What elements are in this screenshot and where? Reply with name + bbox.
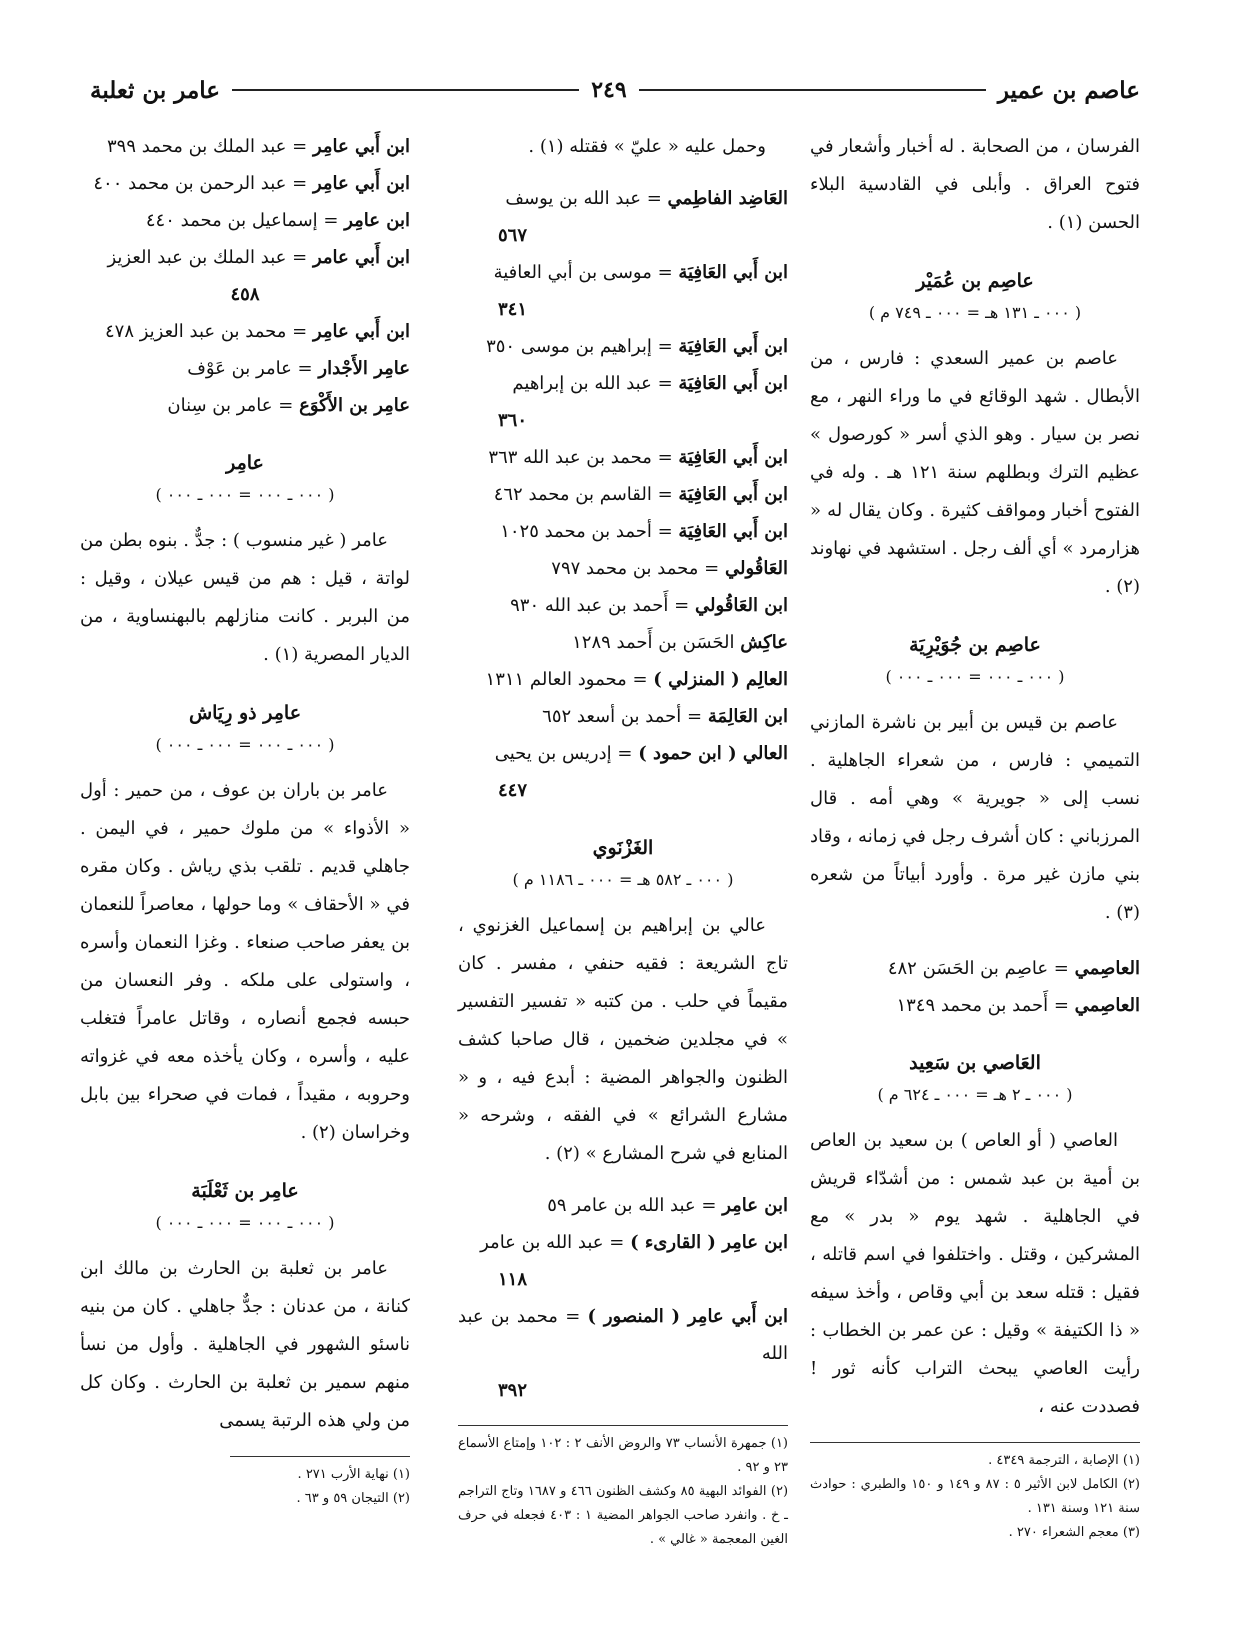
footnotes xyxy=(458,1425,788,1552)
entry-text: عالي بن إبراهيم بن إسماعيل الغزنوي ، تاج الشريعة : فقيه حنفي ، مفسر . كان مقيماً في حلب . من كتبه « تفسير التفسير » في مجلدين ضخمين ، قال صاحبا كشف الظنون والجواهر المضية : أبدع فيه ، و « مشارع الشرائع » في الفقه ، وشرحه « المنابع في شرح المشارع » (٢) . xyxy=(458,915,788,1164)
right-column xyxy=(810,128,1140,1545)
xref-item: العَاقُولي = محمد بن محمد ٧٩٧ xyxy=(551,558,788,579)
footnote: (٢) التيجان ٥٩ و ٦٣ . xyxy=(296,1491,410,1506)
xref-item: ابن أَبي العَافِيَة = أحمد بن محمد ١٠٢٥ xyxy=(500,521,788,542)
xref-item: العَاضِد الفاطِمي = عبد الله بن يوسف ٥٦٧ xyxy=(498,188,788,246)
middle-column xyxy=(458,128,788,1552)
xref-item: ابن أَبي العَافِيَة = عبد الله بن إبراهيم ٣٦٠ xyxy=(498,373,788,431)
xref-item: ابن عامِر ( القارىء ) = عبد الله بن عامر ١١٨ xyxy=(480,1232,788,1290)
entry-text: عاصم بن عمير السعدي : فارس ، من الأبطال . شهد الوقائع في ما وراء النهر ، مع نصر بن سيار . وهو الذي أسر « كورصول » عظيم الترك وبطلهم سنة ١٢١ هـ . وله في الفتوح أخبار ومواقف كثيرة . وكان يقال له « هزارمرد » أي ألف رجل . استشهد في نهاوند (٢) . xyxy=(810,348,1140,597)
xref-list xyxy=(80,128,410,424)
entry-dates: ( ٠٠٠ ـ ٠٠٠ = ٠٠٠ ـ ٠٠٠ ) xyxy=(155,735,335,754)
xref-item: ابن أَبي العَافِيَة = موسى بن أبي العافية ٣٤١ xyxy=(493,262,788,320)
footnotes xyxy=(230,1456,410,1511)
entry-title: عامِر xyxy=(226,452,264,474)
header-left-title: عامر بن ثعلبة xyxy=(89,76,221,104)
xref-item: العالِم ( المنزلي ) = محمود العالم ١٣١١ xyxy=(485,669,788,690)
entry-dates: ( ٠٠٠ ـ ٠٠٠ = ٠٠٠ ـ ٠٠٠ ) xyxy=(885,667,1065,686)
footnotes xyxy=(810,1442,1140,1545)
xref-item: ابن أَبي عامِر = عبد الرحمن بن محمد ٤٠٠ xyxy=(93,173,410,194)
entry-text: العاصي ( أو العاص ) بن سعيد بن العاص بن أمية بن عبد شمس : من أشدّاء قريش في الجاهلية . شهد يوم « بدر » مع المشركين ، وقتل . واختلفوا في اسم قاتله ، فقيل : قتله سعد بن أبي وقاص ، وأخذ سيفه « ذا الكتيفة » وقيل : عن عمر بن الخطاب : رأيت العاصي يبحث التراب كأنه ثور ! فصددت عنه ، xyxy=(810,1130,1140,1417)
xref-item: ابن العَاقُولي = أَحمد بن عبد الله ٩٣٠ xyxy=(510,595,788,616)
entry-title: عامِر ذو رِيَاش xyxy=(188,702,302,724)
xref-item: ابن عامِر = إسماعيل بن محمد ٤٤٠ xyxy=(145,210,410,231)
entry-text: عامر بن باران بن عوف ، من حمير : أول « الأذواء » من ملوك حمير ، في اليمن . جاهلي قديم . تلقب بذي رياش . وكان مقره في « الأحقاف » وما حولها ، معاصراً للنعمان بن يعفر صاحب صنعاء . وغزا النعمان وأسره ، واستولى على ملكه . وفر النعسان من حبسه فجمع أنصاره ، وقاتل عامراً فتغلب عليه ، وأسره ، وكان يأخذه معه في غزواته وحروبه ، مقيداً ، فمات في صحراء بين بابل وخراسان (٢) . xyxy=(80,780,410,1143)
footnote: (١) نهاية الأرب ٢٧١ . xyxy=(297,1467,410,1482)
entry-text: عامر ( غير منسوب ) : جدٌّ . بنوه بطن من لواتة ، قيل : هم من قيس عيلان ، وقيل : من البربر . كانت منازلهم بالبهنساوية ، من الديار المصرية (١) . xyxy=(80,530,410,665)
xref-item: ابن أَبي عامر = عبد الملك بن عبد العزيز ٤٥٨ xyxy=(107,247,410,305)
xref-item: عامِر الأَجْدار = عامر بن عَوْف xyxy=(187,358,410,379)
entry-title: عاصِم بن عُمَيْر xyxy=(916,270,1034,292)
entry-dates: ( ٠٠٠ ـ ٠٠٠ = ٠٠٠ ـ ٠٠٠ ) xyxy=(155,1213,335,1232)
xref-list xyxy=(810,950,1140,1024)
xref-item: ابن أَبي العَافِيَة = محمد بن عبد الله ٣٦٣ xyxy=(488,447,788,468)
footnote: (١) الإصابة ، الترجمة ٤٣٤٩ . xyxy=(988,1453,1140,1468)
entry-dates: ( ٠٠٠ ـ ٥٨٢ هـ = ٠٠٠ ـ ١١٨٦ م ) xyxy=(512,870,734,889)
footnote: (٢) الكامل لابن الأثير ٥ : ٨٧ و ١٤٩ و ١٥٠ والطبري : حوادث سنة ١٢١ وسنة ١٣١ . xyxy=(810,1477,1140,1516)
right-intro: الفرسان ، من الصحابة . له أخبار وأشعار في فتوح العراق . وأبلى في القادسية البلاء الحسن (١) . xyxy=(810,136,1140,233)
xref-list xyxy=(458,180,788,809)
xref-item: ابن أَبي العَافِيَة = القاسم بن محمد ٤٦٢ xyxy=(493,484,788,505)
xref-item: العاصِمي = عاصِم بن الحَسَن ٤٨٢ xyxy=(887,958,1140,979)
header-rule-left xyxy=(232,89,579,91)
xref-item: عاكِش الحَسَن بن أَحمد ١٢٨٩ xyxy=(572,632,788,653)
footnote: (١) جمهرة الأنساب ٧٣ والروض الأنف ٢ : ١٠٢ وإمتاع الأسماع ٢٣ و ٩٢ . xyxy=(458,1436,788,1475)
entry-dates: ( ٠٠٠ ـ ١٣١ هـ = ٠٠٠ ـ ٧٤٩ م ) xyxy=(868,303,1082,322)
xref-item: العالي ( ابن حمود ) = إدريس بن يحيى ٤٤٧ xyxy=(494,743,788,801)
xref-item: العاصِمي = أَحمد بن محمد ١٣٤٩ xyxy=(896,995,1140,1016)
xref-item: ابن أَبي عامِر ( المنصور ) = محمد بن عبد الله ٣٩٢ xyxy=(458,1306,788,1401)
entry-text: عامر بن ثعلبة بن الحارث بن مالك ابن كنانة ، من عدنان : جدٌّ جاهلي . كان من بنيه ناسئو الشهور في الجاهلية . وأول من نسأ منهم سمير بن ثعلبة بن الحارث . وكان كل من ولي هذه الرتبة يسمى xyxy=(80,1258,410,1431)
page-number: ٢٤٩ xyxy=(591,77,627,103)
entry-dates: ( ٠٠٠ ـ ٢ هـ = ٠٠٠ ـ ٦٢٤ م ) xyxy=(877,1085,1073,1104)
left-column xyxy=(80,128,410,1511)
xref-item: عامِر بن الأَكْوَع = عامر بن سِنان xyxy=(167,395,410,416)
xref-item: ابن أَبي عامِر = محمد بن عبد العزيز ٤٧٨ xyxy=(105,321,410,342)
entry-title: عاصِم بن جُوَيْرِيَة xyxy=(909,634,1041,656)
entry-title: العَاصي بن سَعِيد xyxy=(909,1052,1041,1074)
entry-dates: ( ٠٠٠ ـ ٠٠٠ = ٠٠٠ ـ ٠٠٠ ) xyxy=(155,485,335,504)
footnote: (٣) معجم الشعراء ٢٧٠ . xyxy=(1008,1525,1140,1540)
footnote: (٢) الفوائد البهية ٨٥ وكشف الظنون ٤٦٦ و ١٦٨٧ وتاج التراجم ـ خ . وانفرد صاحب الجواهر المضية ١ : ٤٠٣ فجعله في حرف الغين المعجمة « غالي » . xyxy=(458,1484,789,1547)
middle-intro: وحمل عليه « عليّ » فقتله (١) . xyxy=(528,136,766,157)
page-header xyxy=(90,70,1140,110)
header-rule-right xyxy=(639,89,986,91)
xref-list xyxy=(458,1187,788,1409)
header-right-title: عاصم بن عمير xyxy=(997,76,1140,104)
entry-text: عاصم بن قيس بن أبير بن ناشرة المازني التميمي : فارس ، من شعراء الجاهلية . نسب إلى « جويرية » وهي أمه . قال المرزباني : كان أشرف رجل في زمانه ، وقاد بني مازن غير مرة . وأورد أبياتاً من شعره (٣) . xyxy=(810,712,1140,923)
xref-item: ابن العَالِمَة = أحمد بن أسعد ٦٥٢ xyxy=(542,706,788,727)
entry-title: عامِر بن ثَعْلَبَة xyxy=(191,1180,299,1202)
xref-item: ابن أَبي العَافِيَة = إبراهيم بن موسى ٣٥٠ xyxy=(486,336,788,357)
xref-item: ابن أَبي عامِر = عبد الملك بن محمد ٣٩٩ xyxy=(107,136,410,157)
xref-item: ابن عامِر = عبد الله بن عامر ٥٩ xyxy=(547,1195,788,1216)
entry-title: الغَزْنَوي xyxy=(592,837,654,859)
